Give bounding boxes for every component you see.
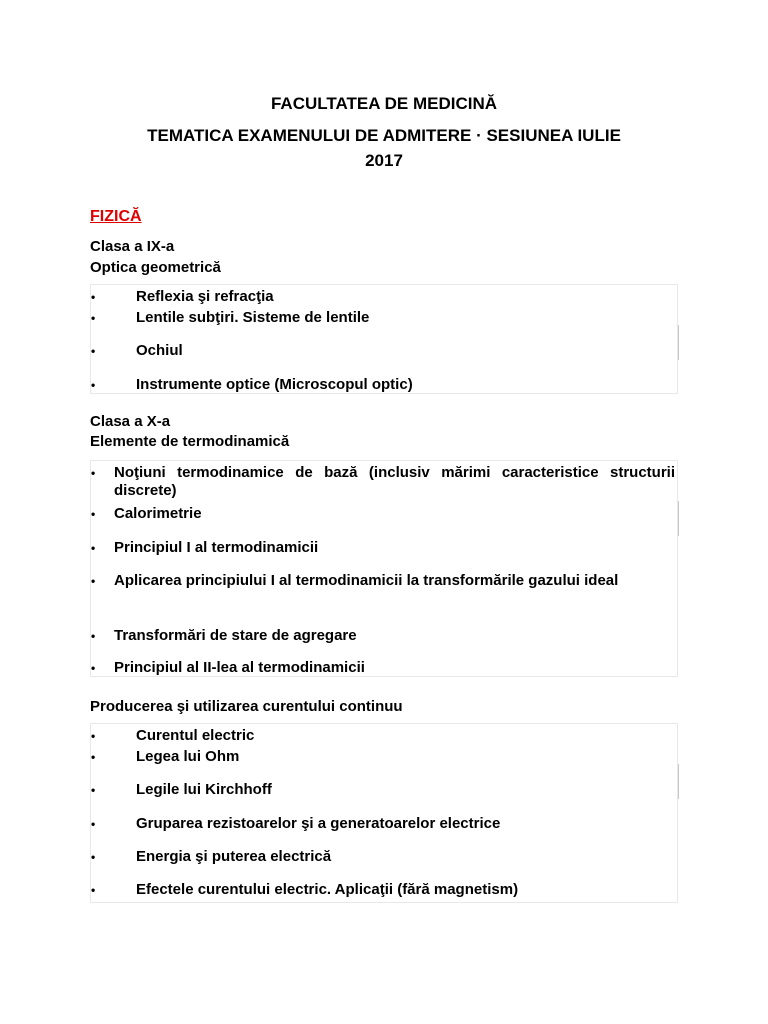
faculty-title: FACULTATEA DE MEDICINĂ: [270, 94, 498, 113]
bullet-icon: •: [91, 661, 96, 675]
list-item-text: Principiul I al termodinamicii: [114, 539, 319, 556]
list-item-text: Ochiul: [136, 342, 183, 359]
bullet-icon: •: [91, 311, 96, 325]
bullet-icon: •: [91, 466, 96, 480]
list-item-text: Instrumente optice (Microscopul optic): [136, 376, 413, 393]
class-label-ix: Clasa a IX-a: [90, 238, 175, 255]
list-item-text: Principiul al II-lea al termodinamicii: [114, 659, 365, 676]
bullet-icon: •: [91, 629, 96, 643]
exam-year: 2017: [365, 151, 403, 170]
list-item-text: Aplicarea principiului I al termodinamicii la transformările gazului ideal: [114, 572, 619, 589]
list-termodinamica: [90, 460, 678, 677]
bullet-icon: •: [91, 783, 96, 797]
exam-title: TEMATICA EXAMENULUI DE ADMITERE · SESIUNEA IULIE: [147, 126, 621, 145]
bullet-icon: •: [91, 378, 96, 392]
list-item-text: Legile lui Kirchhoff: [136, 781, 272, 798]
list-item-text: Transformări de stare de agregare: [114, 627, 357, 644]
bullet-icon: •: [91, 507, 96, 521]
list-item-text: Curentul electric: [136, 727, 255, 744]
list-item-text: Lentile subţiri. Sisteme de lentile: [136, 309, 370, 326]
bullet-icon: •: [91, 817, 96, 831]
list-item-text: Energia şi puterea electrică: [136, 848, 332, 865]
list-curent-continuu: [90, 723, 678, 903]
list-optica: [90, 284, 678, 394]
topic-curent-continuu: Producerea şi utilizarea curentului continuu: [90, 698, 403, 715]
bullet-icon: •: [91, 750, 96, 764]
bullet-icon: •: [91, 883, 96, 897]
topic-optica: Optica geometrică: [90, 259, 221, 276]
list-item-text: Reflexia şi refracţia: [136, 288, 274, 305]
bullet-icon: •: [91, 344, 96, 358]
topic-termodinamica: Elemente de termodinamică: [90, 433, 290, 450]
list-item-text: Legea lui Ohm: [136, 748, 240, 765]
list-item-text: Noţiuni termodinamice de bază (inclusiv mărimi caracteristice structurii discrete): [114, 464, 675, 499]
list-item-text: Efectele curentului electric. Aplicaţii (fără magnetism): [136, 881, 519, 898]
bullet-icon: •: [91, 541, 96, 555]
bullet-icon: •: [91, 729, 96, 743]
list-item-text: Gruparea rezistoarelor şi a generatoarelor electrice: [136, 815, 501, 832]
bullet-icon: •: [91, 850, 96, 864]
class-label-x: Clasa a X-a: [90, 413, 171, 430]
bullet-icon: •: [91, 290, 96, 304]
list-item-text: Calorimetrie: [114, 505, 202, 522]
bullet-icon: •: [91, 574, 96, 588]
section-title-fizica: FIZICĂ: [90, 208, 142, 225]
